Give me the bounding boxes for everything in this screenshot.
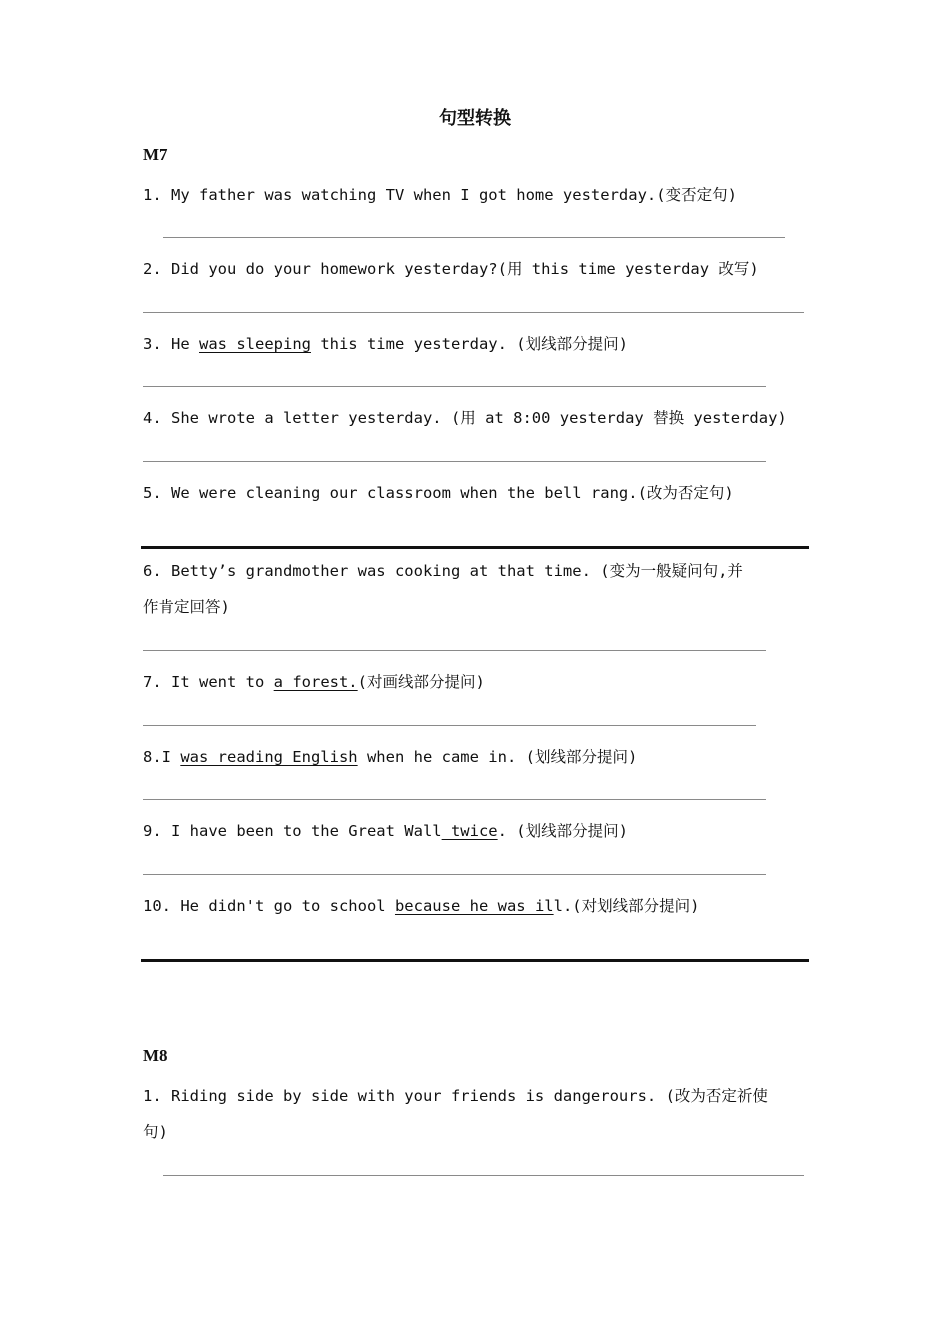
question-text: when he came in. (划线部分提问) (357, 748, 638, 766)
section-heading-m7: M7 (143, 145, 168, 164)
question-m7-10 (143, 894, 699, 916)
underlined-phrase: was reading English (180, 748, 358, 766)
question-text: 10. He didn't go to school (143, 897, 395, 915)
answer-line-m7-1[interactable] (163, 237, 785, 238)
answer-line-m7-6[interactable] (143, 650, 766, 651)
question-m7-8 (143, 745, 637, 767)
question-text: 8.I (143, 748, 181, 766)
answer-line-m7-4[interactable] (143, 461, 766, 462)
underlined-phrase: because he was il (394, 897, 554, 915)
answer-line-m7-9[interactable] (143, 874, 766, 875)
underlined-phrase: twice (441, 822, 498, 840)
question-m7-6-line2: 作肯定回答) (143, 598, 230, 616)
answer-rule-m7-5[interactable] (141, 546, 809, 549)
answer-line-m7-7[interactable] (143, 725, 756, 726)
answer-line-m7-2[interactable] (143, 312, 804, 313)
question-m7-7 (143, 670, 485, 692)
question-text: this time yesterday. (划线部分提问) (310, 335, 628, 353)
question-m8-1-line1: 1. Riding side by side with your friends is dangerours. (改为否定祈使 (143, 1087, 768, 1105)
answer-rule-m7-10[interactable] (141, 959, 809, 962)
question-m7-1: 1. My father was watching TV when I got home yesterday.(变否定句) (143, 186, 737, 204)
question-m7-5: 5. We were cleaning our classroom when the bell rang.(改为否定句) (143, 484, 734, 502)
page-title: 句型转换 (439, 108, 511, 129)
question-text: 7. It went to (143, 673, 274, 691)
question-m7-9 (143, 819, 628, 841)
question-text: 3. He (143, 335, 199, 353)
question-text: l.(对划线部分提问) (553, 897, 700, 915)
underlined-phrase: a forest. (273, 673, 358, 691)
question-m7-3 (143, 332, 628, 354)
question-m7-2: 2. Did you do your homework yesterday?(用 this time yesterday 改写) (143, 260, 759, 278)
underlined-phrase: was sleeping (199, 335, 311, 353)
question-m8-1-line2: 句) (143, 1123, 168, 1141)
answer-line-m8-1[interactable] (163, 1175, 804, 1176)
question-text: 9. I have been to the Great Wall (143, 822, 442, 840)
question-m7-4: 4. She wrote a letter yesterday. (用 at 8:00 yesterday 替换 yesterday) (143, 409, 787, 427)
question-m7-6-line1: 6. Betty’s grandmother was cooking at that time. (变为一般疑问句,并 (143, 562, 743, 580)
question-text: . (划线部分提问) (497, 822, 628, 840)
answer-line-m7-3[interactable] (143, 386, 766, 387)
section-heading-m8: M8 (143, 1046, 168, 1065)
answer-line-m7-8[interactable] (143, 799, 766, 800)
question-text: (对画线部分提问) (357, 673, 485, 691)
